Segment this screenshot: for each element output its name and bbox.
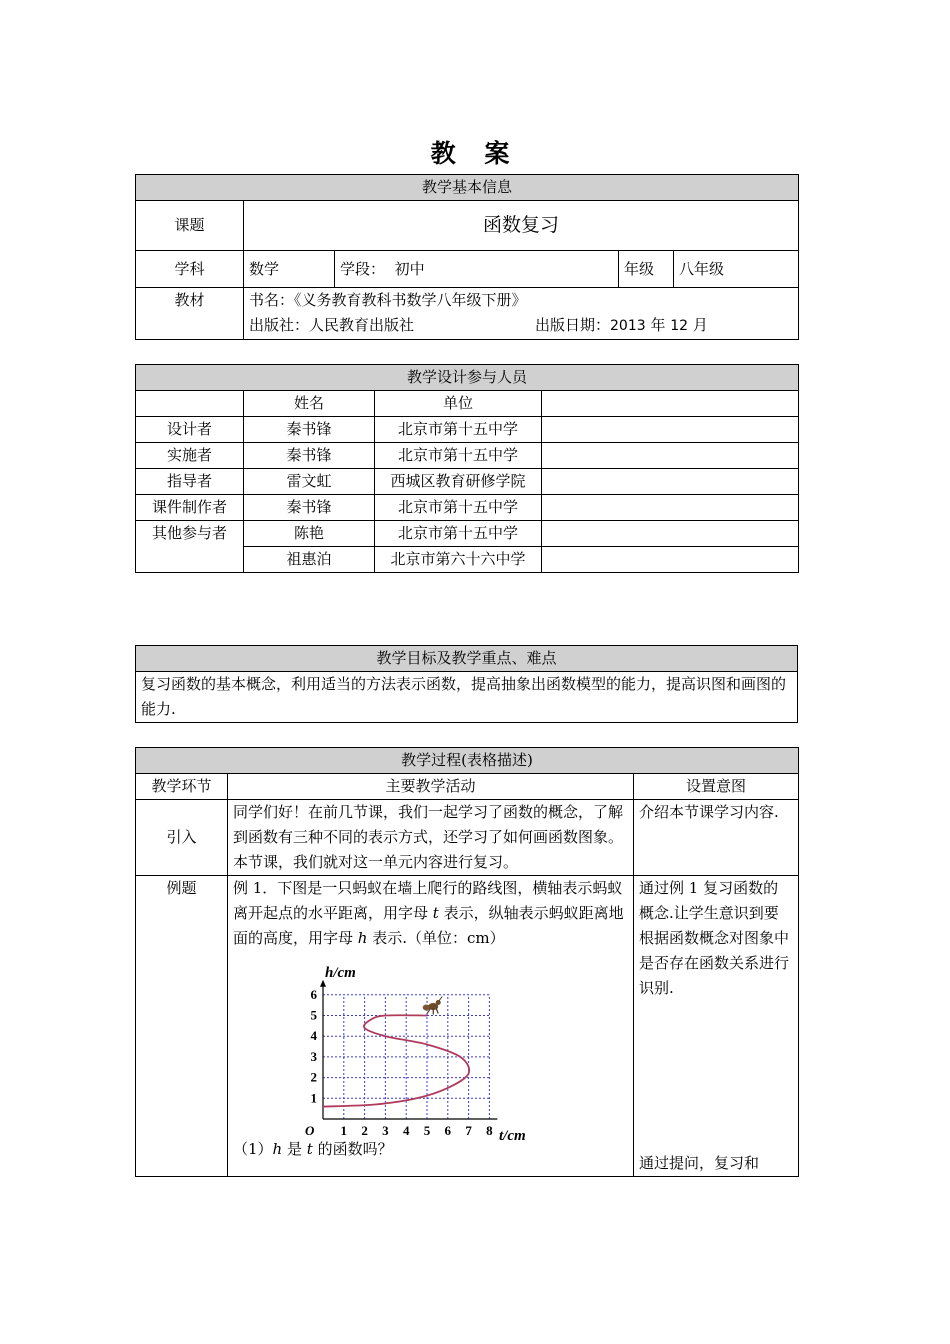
example-text-part: 表示.（单位：cm） — [367, 929, 505, 947]
publisher: 出版社：人民教育出版社 — [249, 316, 415, 334]
stage-label: 学段： — [340, 259, 386, 278]
participants-header: 教学设计参与人员 — [136, 365, 799, 391]
ant-icon — [423, 997, 443, 1015]
participants-extra-cell — [542, 391, 799, 417]
y-axis-label: h/cm — [325, 965, 356, 981]
participant-unit: 北京市第十五中学 — [375, 417, 542, 443]
col-intent-header: 设置意图 — [634, 774, 799, 800]
intro-row — [136, 800, 799, 876]
participant-unit: 北京市第十五中学 — [375, 521, 542, 547]
book-name: 书名：《义务教育教科书数学八年级下册》 — [249, 291, 527, 309]
x-tick-label: 8 — [486, 1123, 493, 1138]
participant-role: 实施者 — [136, 443, 244, 469]
origin-label: O — [305, 1123, 315, 1138]
pub-date-month: 12 — [670, 318, 689, 334]
col-activity-header: 主要教学活动 — [228, 774, 634, 800]
col-stage-header: 教学环节 — [136, 774, 228, 800]
participant-row — [136, 521, 799, 547]
example-stage: 例题 — [136, 876, 228, 1177]
participant-unit: 西城区教育研修学院 — [375, 469, 542, 495]
x-tick-label: 7 — [465, 1123, 472, 1138]
participant-role: 指导者 — [136, 469, 244, 495]
y-tick-label: 4 — [310, 1028, 317, 1044]
y-tick-label: 3 — [310, 1048, 317, 1064]
y-tick-label: 6 — [310, 986, 317, 1002]
goals-text: 复习函数的基本概念，利用适当的方法表示函数，提高抽象出函数模型的能力，提高识图和画图的能力. — [136, 672, 798, 723]
participant-extra — [542, 417, 799, 443]
goals-table — [135, 645, 798, 723]
pub-date-year-unit: 年 — [650, 316, 666, 334]
participant-unit: 北京市第十五中学 — [375, 443, 542, 469]
variable-t: t — [306, 1140, 313, 1158]
participants-blank-cell — [136, 391, 244, 417]
participant-unit: 北京市第十五中学 — [375, 495, 542, 521]
question-part: （1） — [233, 1140, 273, 1158]
participant-unit: 北京市第六十六中学 — [375, 547, 542, 573]
pub-date-label: 出版日期： — [535, 316, 611, 334]
stage-value: 初中 — [394, 259, 425, 278]
grade-label: 年级 — [619, 251, 674, 288]
question-1 — [233, 1137, 628, 1162]
participant-extra — [542, 547, 799, 573]
col-unit-header: 单位 — [375, 391, 542, 417]
participant-name: 祖惠泊 — [244, 547, 375, 573]
publisher-line — [249, 313, 793, 339]
variable-h: h — [272, 1140, 283, 1158]
topic-label: 课题 — [136, 201, 244, 251]
participant-extra — [542, 443, 799, 469]
participant-role: 其他参与者 — [136, 521, 244, 573]
participant-name: 秦书锋 — [244, 495, 375, 521]
variable-h: h — [357, 929, 368, 947]
document-title: 教 案 — [430, 139, 520, 168]
participant-name: 雷文虹 — [244, 469, 375, 495]
participant-role: 课件制作者 — [136, 495, 244, 521]
x-tick-label: 4 — [402, 1123, 410, 1138]
x-tick-label: 6 — [444, 1123, 452, 1138]
example-activity — [228, 876, 634, 1177]
basic-info-header: 教学基本信息 — [136, 175, 799, 201]
route-line — [323, 1015, 469, 1106]
pub-date-month-unit: 月 — [692, 316, 708, 334]
participant-row — [136, 495, 799, 521]
x-tick-label: 3 — [382, 1123, 389, 1138]
participant-row — [136, 469, 799, 495]
y-tick-label: 2 — [310, 1069, 317, 1085]
participant-name: 秦书锋 — [244, 443, 375, 469]
participant-name: 陈艳 — [244, 521, 375, 547]
x-tick-label: 2 — [361, 1123, 368, 1138]
intro-intent: 介绍本节课学习内容. — [634, 800, 799, 876]
y-tick-label: 1 — [310, 1090, 317, 1106]
ant-path-chart — [295, 957, 545, 1143]
grade-value: 八年级 — [674, 251, 799, 288]
variable-t: t — [432, 904, 439, 922]
participant-row — [136, 417, 799, 443]
textbook-cell — [244, 288, 799, 340]
example-row — [136, 876, 799, 1177]
example-text-part: 表示，纵轴表示蚂蚁距离地面的高度，用字母 — [233, 904, 624, 947]
participant-name: 秦书锋 — [244, 417, 375, 443]
process-header: 教学过程(表格描述) — [136, 748, 799, 774]
example-intent: 通过例 1 复习函数的概念.让学生意识到要根据函数概念对图象中是否存在函数关系进行识别. — [639, 879, 790, 997]
y-tick-label: 5 — [310, 1007, 317, 1023]
example-text — [233, 876, 628, 951]
participants-table — [135, 364, 799, 573]
topic-value: 函数复习 — [244, 201, 799, 251]
stage-cell — [335, 251, 619, 288]
example-text-part: 例 1．下图是一只蚂蚁在墙上爬行的路线图，横轴表示蚂蚁离开起点的水平距离，用字母 — [233, 879, 623, 922]
example-intent-cell — [634, 876, 799, 1177]
example-intent-2: 通过提问，复习和 — [639, 1154, 760, 1172]
x-axis-label: t/cm — [499, 1128, 526, 1143]
x-tick-label: 1 — [340, 1123, 348, 1138]
participant-extra — [542, 521, 799, 547]
process-table — [135, 747, 799, 1177]
intro-stage: 引入 — [136, 800, 228, 876]
textbook-label: 教材 — [136, 288, 244, 340]
question-part: 的函数吗？ — [312, 1140, 393, 1158]
intro-activity: 同学们好！在前几节课，我们一起学习了函数的概念，了解到函数有三种不同的表示方式，还学习了如何画函数图象。本节课，我们就对这一单元内容进行复习。 — [228, 800, 634, 876]
participant-extra — [542, 495, 799, 521]
col-name-header: 姓名 — [244, 391, 375, 417]
question-part: 是 — [282, 1140, 307, 1158]
participant-row — [136, 443, 799, 469]
x-tick-label: 5 — [423, 1123, 431, 1138]
subject-value: 数学 — [244, 251, 335, 288]
basic-info-table — [135, 174, 799, 340]
pub-date-year: 2013 — [610, 318, 646, 334]
goals-header: 教学目标及教学重点、难点 — [136, 646, 798, 672]
subject-label: 学科 — [136, 251, 244, 288]
participant-extra — [542, 469, 799, 495]
participant-role: 设计者 — [136, 417, 244, 443]
